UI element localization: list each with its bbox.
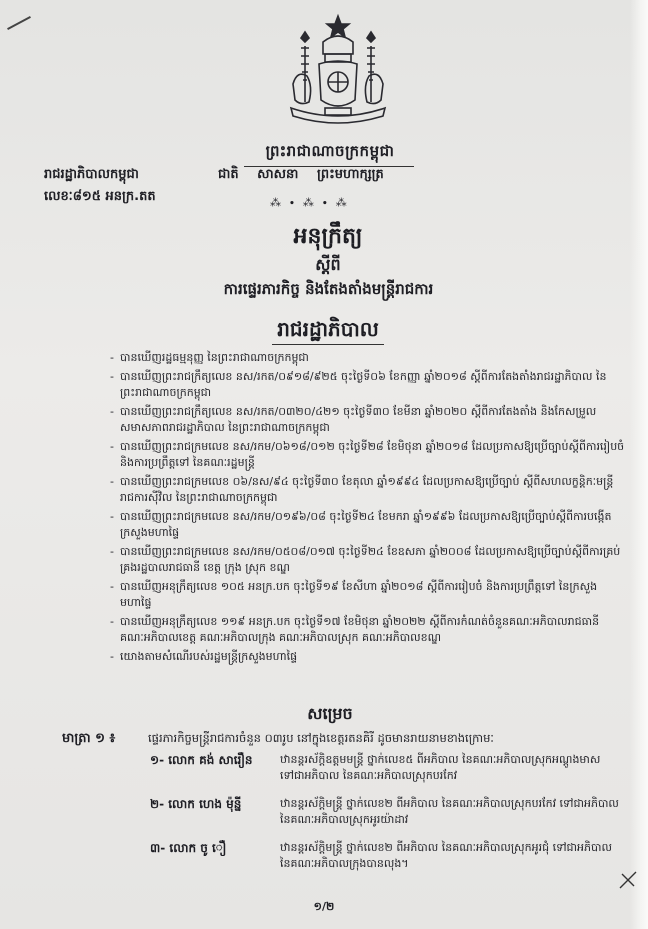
appointee-description: ឋានន្តរស័ក្តិមន្ត្រី ថ្នាក់លេខ២ ពីអភិបាល នៃគណៈអភិបាលស្រុកអូរជុំ ទៅជាអភិបាល នៃគណៈអភិបាលក្រុងបានលុង។: [280, 841, 612, 870]
appointee-row: [150, 752, 620, 796]
royal-emblem-icon: [283, 12, 393, 130]
motto-king: ព្រះមហាក្សត្រ: [316, 167, 384, 182]
consideration-item: - បានឃើញព្រះរាជក្រមលេខ នស/រកម/០៦១៨/០១២ ចុះថ្ងៃទី២៨ ខែមិថុនា ឆ្នាំ២០១៨ ដែលប្រកាសឱ្យប្រើច្បាប់ស្តីពីការរៀបចំ និងការប្រព្រឹត្តទៅ នៃគណៈរដ្ឋមន្ត្រី: [110, 439, 625, 472]
motto-religion: សាសនា: [257, 167, 299, 182]
consideration-item: - បានឃើញព្រះរាជក្រមលេខ នស/រកម/០១៩៦/០៨ ចុះថ្ងៃទី២៤ ខែមករា ឆ្នាំ១៩៩៦ ដែលប្រកាសឱ្យប្រើច្បាប់ស្តីពីការបង្កើតក្រសួងមហាផ្ទៃ: [110, 509, 625, 542]
document-subject: ការផ្ទេរភារកិច្ច និងតែងតាំងមន្ត្រីរាជការ: [223, 280, 434, 298]
appointee-list: [150, 752, 620, 884]
motto-nation: ជាតិ: [218, 167, 239, 182]
appointee-name: ៣- លោក ចូ ឿ: [150, 841, 227, 855]
document-type: អនុក្រឹត្យ: [293, 224, 363, 249]
pen-mark: [7, 16, 31, 30]
decision-heading: សម្រេច: [307, 704, 353, 723]
reference-number: លេខៈ៨១៥ អនក្រ.តត: [44, 189, 156, 204]
consideration-item: - បានឃើញព្រះរាជក្រមលេខ នស/រកម/០៥០៨/០១៧ ចុះថ្ងៃទី២៤ ខែឧសភា ឆ្នាំ២០០៨ ដែលប្រកាសឱ្យប្រើច្បាប់ស្តីពីការគ្រប់គ្រងរដ្ឋបាលរាជធានី ខេត្ត ក្រុង ស្រុក ខណ្ឌ: [110, 544, 625, 577]
issuer-underline: [272, 344, 384, 345]
kingdom-heading: ព្រះរាជាណាចក្រកម្ពុជា: [265, 142, 395, 160]
divider-ornament: ⁂ ∙ ⁂ ∙ ⁂: [270, 196, 349, 209]
article-label: មាត្រា ១ ៖: [62, 731, 116, 746]
appointee-description: ឋានន្តរស័ក្តិឧត្តមមន្ត្រី ថ្នាក់លេខ៥ ពីអភិបាល នៃគណៈអភិបាលស្រុកអណ្តូងមាស ទៅជាអភិបាល នៃគណៈអភិបាលស្រុកបរកែវ: [280, 753, 601, 782]
appointee-row: [150, 840, 620, 884]
consideration-item: - បានឃើញអនុក្រឹត្យលេខ ១០៥ អនក្រ.បក ចុះថ្ងៃទី១៩ ខែសីហា ឆ្នាំ២០១៨ ស្តីពីការរៀបចំ និងការប្រព្រឹត្តទៅ នៃក្រសួងមហាផ្ទៃ: [110, 579, 625, 612]
considerations-list: [110, 350, 625, 667]
about-label: ស្តីពី: [315, 255, 341, 274]
consideration-item: - បានឃើញព្រះរាជក្រឹត្យលេខ នស/រកត/០៣២០/៤២១ ចុះថ្ងៃទី៣០ ខែមីនា ឆ្នាំ២០២០ ស្តីពីការតែងតាំង និងកែសម្រួលសមាសភាពរាជរដ្ឋាភិបាល នៃព្រះរាជាណាចក្រកម្ពុជា: [110, 404, 625, 437]
consideration-item: - បានឃើញព្រះរាជក្រមលេខ ០៦/នស/៩៤ ចុះថ្ងៃទី៣០ ខែតុលា ឆ្នាំ១៩៩៤ ដែលប្រកាសឱ្យប្រើច្បាប់ ស្តីពីសហលក្ខន្តិកៈមន្ត្រីរាជការស៊ីវិល នៃព្រះរាជាណាចក្រកម្ពុជា: [110, 474, 625, 507]
appointee-description: ឋានន្តរស័ក្តិមន្ត្រី ថ្នាក់លេខ២ ពីអភិបាល នៃគណៈអភិបាលស្រុកបរកែវ ទៅជាអភិបាល នៃគណៈអភិបាលស្រុកអូរយ៉ាដាវ: [280, 797, 619, 826]
consideration-item: - យោងតាមសំណើរបស់រដ្ឋមន្ត្រីក្រសួងមហាផ្ទៃ: [110, 649, 625, 666]
page-number: ១/២: [313, 900, 335, 913]
corner-pen-mark: [618, 868, 638, 890]
issuer-heading: រាជរដ្ឋាភិបាល: [277, 317, 379, 341]
national-motto: [218, 166, 384, 185]
appointee-row: [150, 796, 620, 840]
paper-edge: [630, 0, 648, 929]
consideration-item: - បានឃើញអនុក្រឹត្យលេខ ១១៩ អនក្រ.បក ចុះថ្ងៃទី១៧ ខែមិថុនា ឆ្នាំ២០២២ ស្តីពីការកំណត់ចំនួនគណៈអភិបាលរាជធានី គណៈអភិបាលខេត្ត គណៈអភិបាលក្រុង គណៈអភិបាលស្រុក គណៈអភិបាលខណ្ឌ: [110, 614, 625, 647]
appointee-name: ២- លោក ហេង ម៉ុន្នី: [150, 797, 242, 811]
article-text: ផ្ទេរភារកិច្ចមន្ត្រីរាជការចំនួន ០៣រូប នៅក្នុងខេត្តរតនគិរី ដូចមានរាយនាមខាងក្រោមៈ: [148, 731, 494, 745]
appointee-name: ១- លោក គង់ សារឿន: [150, 753, 253, 767]
consideration-item: - បានឃើញរដ្ឋធម្មនុញ្ញ នៃព្រះរាជាណាចក្រកម្ពុជា: [110, 350, 625, 367]
consideration-item: - បានឃើញព្រះរាជក្រឹត្យលេខ នស/រកត/០៩១៨/៩២៥ ចុះថ្ងៃទី០៦ ខែកញ្ញា ឆ្នាំ២០១៨ ស្តីពីការតែងតាំងរាជរដ្ឋាភិបាល នៃព្រះរាជាណាចក្រកម្ពុជា: [110, 369, 625, 402]
government-label: រាជរដ្ឋាភិបាលកម្ពុជា: [44, 167, 139, 182]
